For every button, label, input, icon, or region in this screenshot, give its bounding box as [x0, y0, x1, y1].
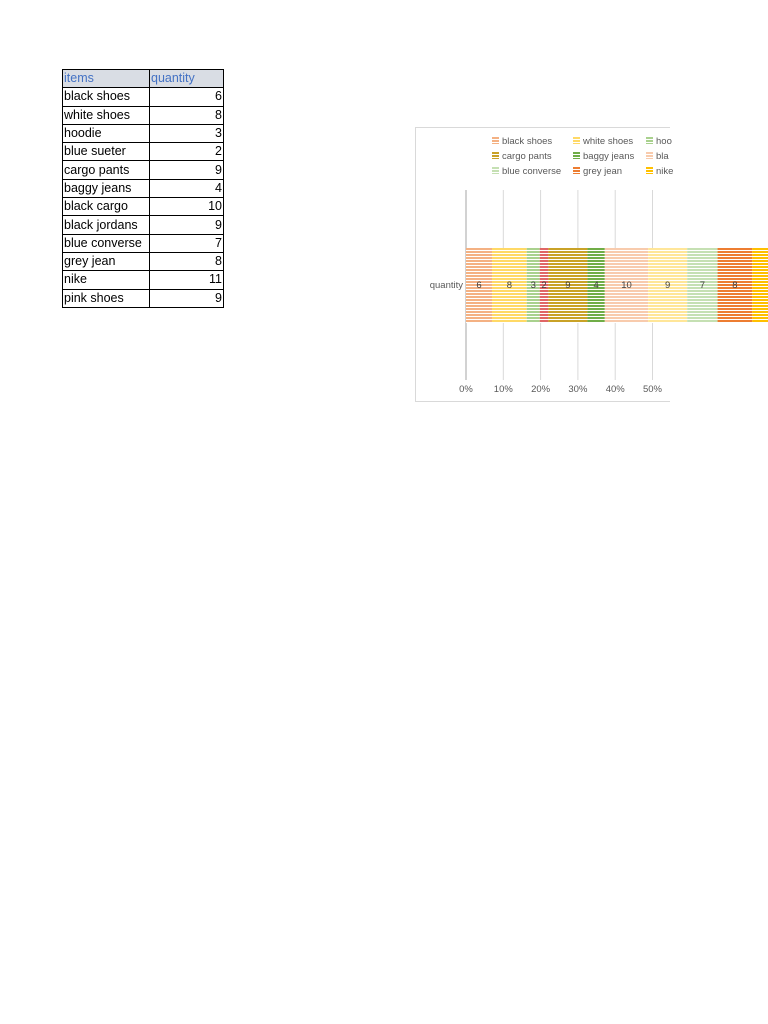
cell-item[interactable]: white shoes [63, 106, 150, 124]
cell-quantity[interactable]: 8 [150, 106, 224, 124]
cell-item[interactable]: blue converse [63, 234, 150, 252]
cell-quantity[interactable]: 7 [150, 234, 224, 252]
legend-label: cargo pants [502, 151, 552, 162]
data-label: 2 [541, 280, 547, 291]
legend-entry[interactable] [646, 166, 673, 177]
cell-item[interactable]: nike [63, 271, 150, 289]
cell-item[interactable]: blue sueter [63, 143, 150, 161]
bar-segment[interactable] [752, 248, 768, 323]
cell-quantity[interactable]: 10 [150, 198, 224, 216]
legend-label: hoo [656, 136, 672, 147]
x-tick-label: 50% [642, 384, 663, 395]
cell-item[interactable]: baggy jeans [63, 179, 150, 197]
table-row [63, 106, 224, 124]
legend-label: nike [656, 166, 674, 177]
items-table [62, 69, 224, 308]
legend-label: bla [656, 151, 669, 162]
data-label: 3 [530, 280, 536, 291]
header-items[interactable]: items [63, 70, 150, 88]
cell-item[interactable]: pink shoes [63, 289, 150, 307]
table-row [63, 234, 224, 252]
legend-swatch [492, 137, 499, 144]
legend-swatch [492, 167, 499, 174]
legend-label: grey jean [583, 166, 623, 177]
cell-quantity[interactable]: 9 [150, 216, 224, 234]
legend-label: baggy jeans [583, 151, 635, 162]
stacked-bar-chart [416, 128, 738, 401]
legend-swatch [492, 152, 499, 159]
legend-entry[interactable] [573, 136, 633, 147]
category-label: quantity [429, 280, 463, 291]
x-tick-label: 40% [605, 384, 625, 395]
data-label: 4 [593, 280, 599, 291]
cell-item[interactable]: hoodie [63, 124, 150, 142]
cell-quantity[interactable]: 6 [150, 88, 224, 106]
table-row [63, 198, 224, 216]
legend-swatch [573, 167, 580, 174]
cell-quantity[interactable]: 8 [150, 252, 224, 270]
table-header-row [63, 70, 224, 88]
cell-quantity[interactable]: 3 [150, 124, 224, 142]
data-label: 9 [565, 280, 571, 291]
legend-entry[interactable] [573, 151, 634, 162]
legend-swatch [646, 152, 653, 159]
data-label: 7 [699, 280, 706, 291]
cell-quantity[interactable]: 2 [150, 143, 224, 161]
legend-entry[interactable] [573, 166, 622, 177]
legend-label: blue converse [502, 166, 562, 177]
data-label: 9 [665, 280, 671, 291]
data-label: 6 [476, 280, 482, 291]
legend-label: black shoes [502, 136, 553, 147]
legend-entry[interactable] [492, 166, 561, 177]
chart-legend [492, 136, 673, 177]
table-row [63, 143, 224, 161]
chart-area[interactable] [415, 127, 738, 402]
table-row [63, 271, 224, 289]
data-label: 10 [621, 280, 632, 291]
table-row [63, 289, 224, 307]
table-row [63, 179, 224, 197]
table-row [63, 88, 224, 106]
cell-quantity[interactable]: 11 [150, 271, 224, 289]
x-tick-label: 0% [459, 384, 473, 395]
cell-quantity[interactable]: 9 [150, 289, 224, 307]
cell-item[interactable]: black jordans [63, 216, 150, 234]
x-tick-label: 10% [493, 384, 513, 395]
table-row [63, 124, 224, 142]
header-quantity[interactable]: quantity [150, 70, 224, 88]
x-tick-label: 30% [568, 384, 588, 395]
legend-entry[interactable] [492, 136, 552, 147]
legend-swatch [646, 137, 653, 144]
cell-item[interactable]: cargo pants [63, 161, 150, 179]
cell-item[interactable]: black cargo [63, 198, 150, 216]
table-row [63, 161, 224, 179]
data-label: 8 [506, 280, 513, 291]
legend-entry[interactable] [646, 151, 669, 162]
table-row [63, 252, 224, 270]
cell-item[interactable]: grey jean [63, 252, 150, 270]
legend-entry[interactable] [646, 136, 672, 147]
legend-label: white shoes [583, 136, 634, 147]
data-label: 8 [732, 280, 738, 291]
x-tick-label: 20% [531, 384, 551, 395]
legend-swatch [646, 167, 653, 174]
legend-swatch [573, 152, 580, 159]
cell-quantity[interactable]: 4 [150, 179, 224, 197]
legend-entry[interactable] [492, 151, 552, 162]
table-row [63, 216, 224, 234]
cell-quantity[interactable]: 9 [150, 161, 224, 179]
legend-swatch [573, 137, 580, 144]
cell-item[interactable]: black shoes [63, 88, 150, 106]
